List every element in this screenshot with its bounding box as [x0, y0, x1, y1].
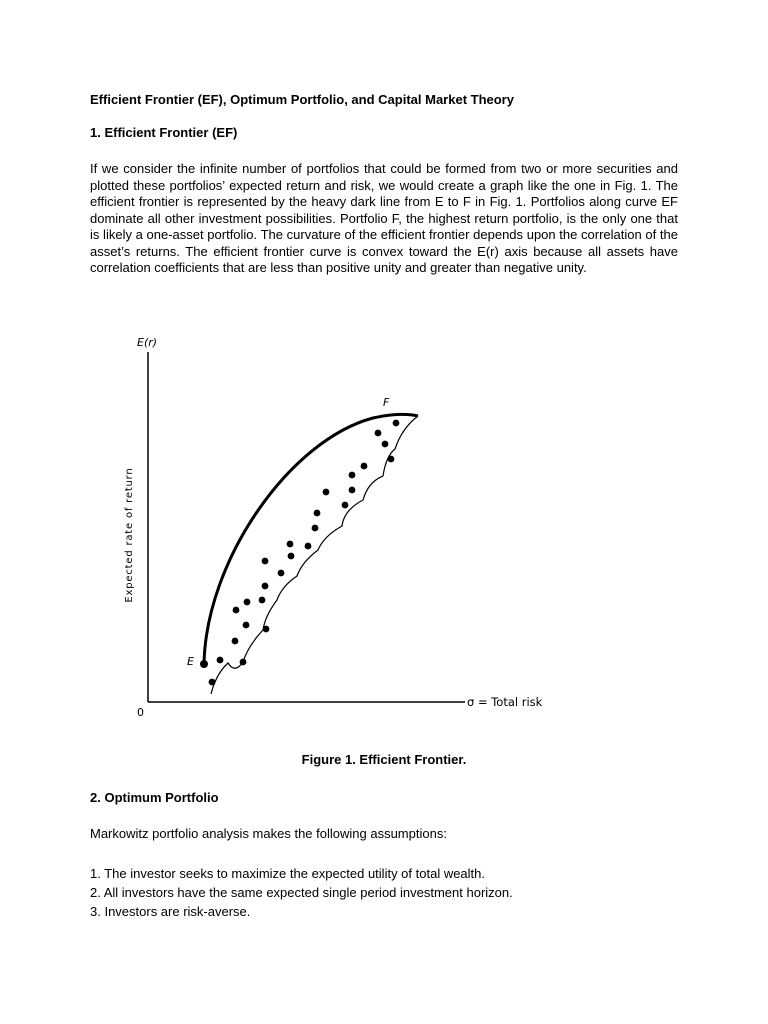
portfolio-dot: [375, 430, 382, 437]
portfolio-dot: [312, 525, 319, 532]
portfolio-dot: [240, 659, 247, 666]
portfolio-dots: [200, 420, 399, 686]
portfolio-dot: [244, 599, 251, 606]
opportunity-set-lower-boundary: [211, 416, 418, 694]
portfolio-dot: [314, 510, 321, 517]
efficient-frontier-curve: [204, 414, 418, 664]
portfolio-dot: [262, 583, 269, 590]
portfolio-dot: [288, 553, 295, 560]
portfolio-dot: [217, 657, 224, 664]
portfolio-dot: [393, 420, 400, 427]
list-item: 2. All investors have the same expected single period investment horizon.: [90, 885, 513, 900]
list-item: 3. Investors are risk-averse.: [90, 904, 251, 919]
portfolio-dot: [200, 660, 208, 668]
y-axis-label: Expected rate of return: [124, 467, 135, 603]
portfolio-dot: [209, 679, 216, 686]
portfolio-dot: [349, 472, 356, 479]
efficient-frontier-figure: [115, 330, 555, 720]
portfolio-dot: [323, 489, 330, 496]
portfolio-dot: [342, 502, 349, 509]
portfolio-dot: [361, 463, 368, 470]
portfolio-dot: [263, 626, 270, 633]
section-2-intro: Markowitz portfolio analysis makes the following assumptions:: [90, 826, 447, 841]
portfolio-dot: [388, 456, 395, 463]
portfolio-dot: [232, 638, 239, 645]
portfolio-dot: [262, 558, 269, 565]
x-axis-label: σ = Total risk: [467, 695, 543, 709]
portfolio-dot: [305, 543, 312, 550]
figure-caption: Figure 1. Efficient Frontier.: [301, 752, 467, 767]
document-title: Efficient Frontier (EF), Optimum Portfolio, and Capital Market Theory: [90, 92, 514, 107]
origin-label: 0: [137, 706, 144, 719]
section-1-heading: 1. Efficient Frontier (EF): [90, 125, 238, 140]
portfolio-dot: [233, 607, 240, 614]
portfolio-dot: [349, 487, 356, 494]
point-f-label: F: [383, 396, 390, 409]
section-2-heading: 2. Optimum Portfolio: [90, 790, 219, 805]
portfolio-dot: [382, 441, 389, 448]
portfolio-dot: [278, 570, 285, 577]
point-e-label: E: [187, 655, 194, 668]
portfolio-dot: [287, 541, 294, 548]
section-1-paragraph: If we consider the infinite number of portfolios that could be formed from two or more securities and plotted these portfolios’ expected return and risk, we would create a graph like the one in Fig. 1. The efficient frontier is represented by the heavy dark line from E to F in Fig. 1. Portfolios along curve EF dominate all other investment possibilities. Portfolio F, the highest return portfolio, is the only one that is likely a one-asset portfolio. The curvature of the efficient frontier depends upon the correlation of the asset’s returns. The efficient frontier curve is convex toward the E(r) axis because all assets have correlation coefficients that are less than positive unity and greater than negative unity.: [90, 161, 678, 275]
y-axis-symbol: E(r): [137, 336, 158, 349]
list-item: 1. The investor seeks to maximize the expected utility of total wealth.: [90, 866, 486, 881]
assumptions-list: [90, 864, 513, 921]
portfolio-dot: [243, 622, 250, 629]
portfolio-dot: [259, 597, 266, 604]
